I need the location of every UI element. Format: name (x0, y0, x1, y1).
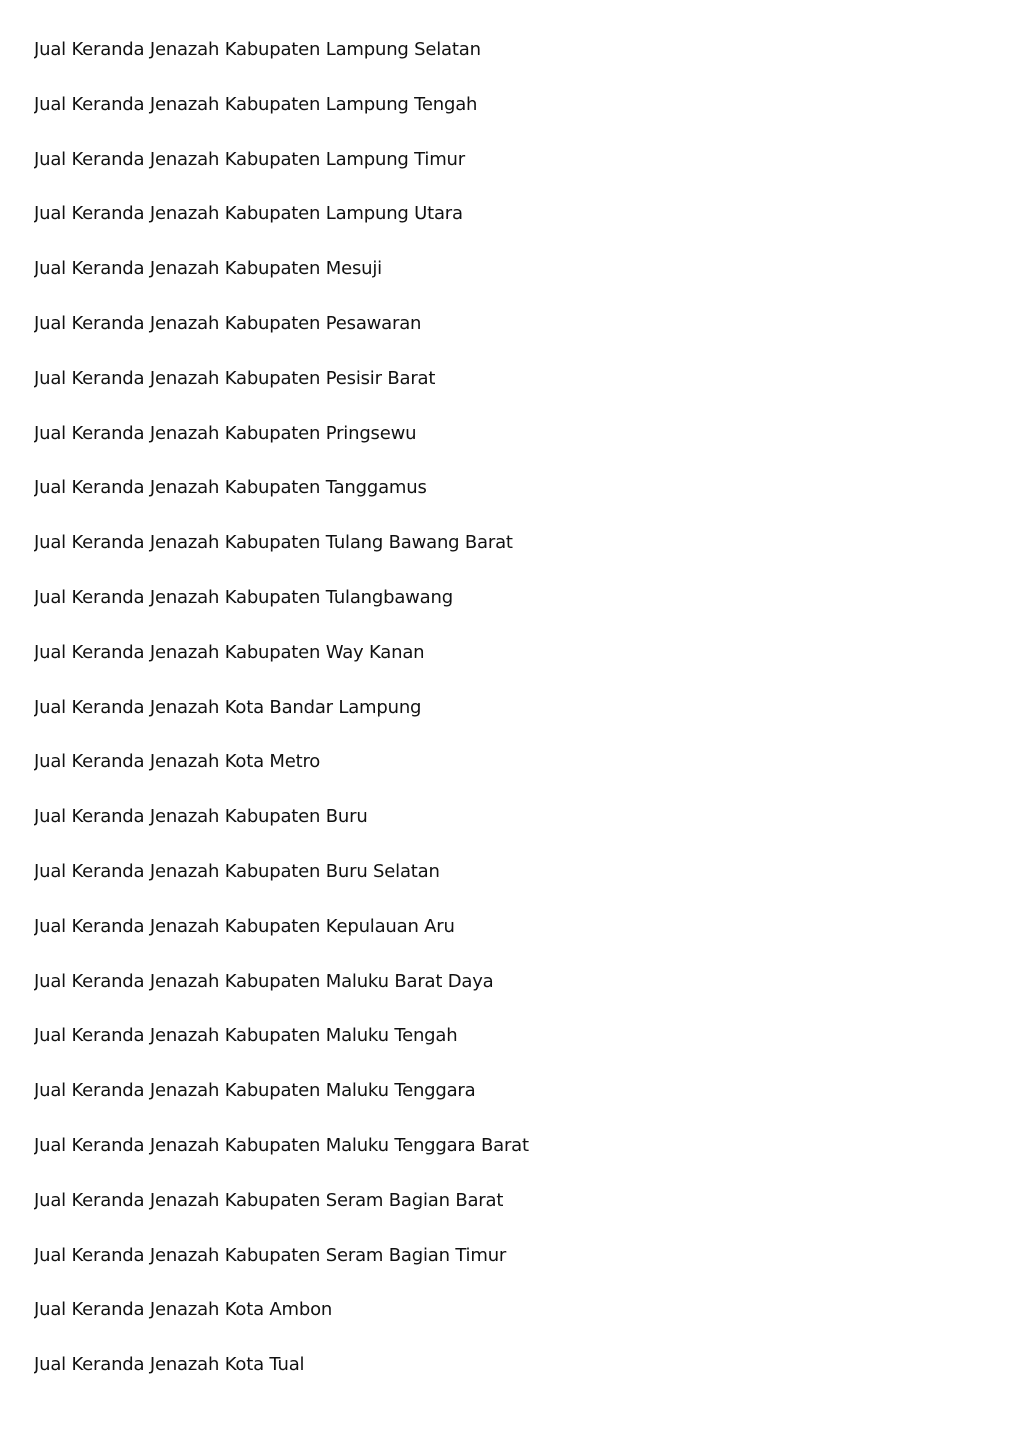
list-item: Jual Keranda Jenazah Kabupaten Maluku Tenggara (34, 1080, 476, 1102)
list-item: Jual Keranda Jenazah Kabupaten Maluku Tengah (34, 1025, 458, 1047)
list-item: Jual Keranda Jenazah Kabupaten Lampung Timur (34, 148, 465, 170)
list-item: Jual Keranda Jenazah Kabupaten Tulangbawang (34, 586, 453, 608)
list-item: Jual Keranda Jenazah Kabupaten Way Kanan (34, 641, 425, 663)
list-item: Jual Keranda Jenazah Kabupaten Mesuji (34, 258, 382, 280)
list-item: Jual Keranda Jenazah Kabupaten Lampung Tengah (34, 93, 478, 115)
list-item: Jual Keranda Jenazah Kabupaten Tulang Bawang Barat (34, 532, 513, 554)
list-item: Jual Keranda Jenazah Kabupaten Buru (34, 806, 368, 828)
list-item: Jual Keranda Jenazah Kota Metro (34, 751, 321, 773)
list-item: Jual Keranda Jenazah Kabupaten Pesawaran (34, 312, 422, 334)
list-item: Jual Keranda Jenazah Kabupaten Maluku Barat Daya (34, 970, 494, 992)
list-item: Jual Keranda Jenazah Kabupaten Seram Bagian Timur (34, 1244, 507, 1266)
list-item: Jual Keranda Jenazah Kabupaten Seram Bagian Barat (34, 1189, 504, 1211)
list-item: Jual Keranda Jenazah Kota Bandar Lampung (34, 696, 422, 718)
list-item: Jual Keranda Jenazah Kota Ambon (34, 1299, 333, 1321)
list-item: Jual Keranda Jenazah Kabupaten Kepulauan Aru (34, 915, 455, 937)
list-item: Jual Keranda Jenazah Kabupaten Lampung Utara (34, 203, 463, 225)
list-item: Jual Keranda Jenazah Kota Tual (34, 1354, 305, 1376)
list-item: Jual Keranda Jenazah Kabupaten Tanggamus (34, 477, 427, 499)
list-item: Jual Keranda Jenazah Kabupaten Pesisir Barat (34, 367, 436, 389)
list-item: Jual Keranda Jenazah Kabupaten Buru Selatan (34, 860, 440, 882)
list-item: Jual Keranda Jenazah Kabupaten Lampung Selatan (34, 39, 481, 60)
list-item: Jual Keranda Jenazah Kabupaten Pringsewu (34, 422, 417, 444)
location-list (34, 36, 994, 1406)
list-item: Jual Keranda Jenazah Kabupaten Maluku Tenggara Barat (34, 1134, 529, 1156)
